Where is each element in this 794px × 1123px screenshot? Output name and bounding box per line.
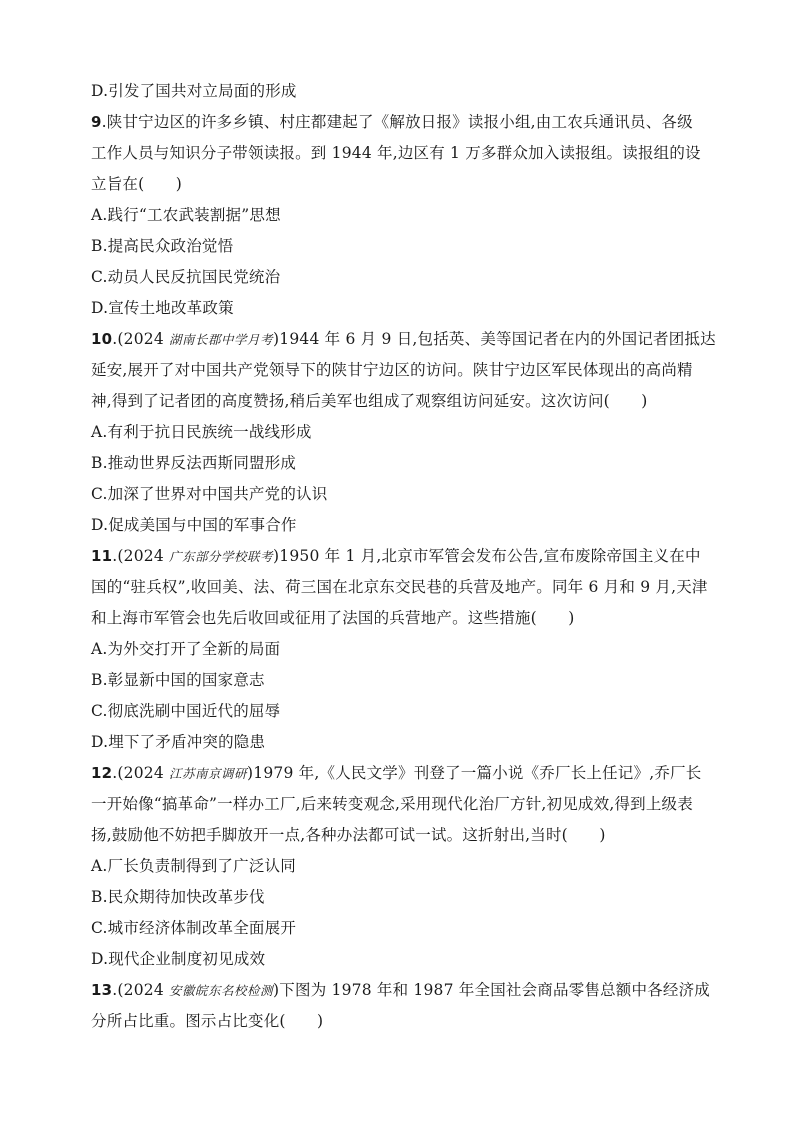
question-number: 10 [91, 330, 113, 348]
q12-option-b: B.民众期待加快改革步伐 [91, 888, 265, 906]
q10-option-c: C.加深了世界对中国共产党的认识 [91, 485, 328, 503]
q11-option-a: A.为外交打开了全新的局面 [91, 640, 281, 658]
q9-stem-line-3: 立旨在( ) [91, 175, 182, 193]
q12-stem-line-1: 12.(2024 江苏南京调研)1979 年,《人民文学》刊登了一篇小说《乔厂长上任记》,乔厂长 [91, 764, 702, 782]
question-number: 12 [91, 764, 113, 782]
q10-stem-line-3: 神,得到了记者团的高度赞扬,稍后美军也组成了观察组访问延安。这次访问( ) [91, 392, 648, 410]
q12-option-c: C.城市经济体制改革全面展开 [91, 919, 297, 937]
q13-stem-line-2: 分所占比重。图示占比变化( ) [91, 1012, 324, 1030]
q11-stem-line-3: 和上海市军管会也先后收回或征用了法国的兵营地产。这些措施( ) [91, 609, 575, 627]
q12-stem-line-3: 扬,鼓励他不妨把手脚放开一点,各种办法都可试一试。这折射出,当时( ) [91, 826, 606, 844]
question-number: 9 [91, 113, 102, 131]
q10-option-a: A.有利于抗日民族统一战线形成 [91, 423, 312, 441]
q11-option-b: B.彰显新中国的国家意志 [91, 671, 265, 689]
q11-option-c: C.彻底洗刷中国近代的屈辱 [91, 702, 281, 720]
q9-option-a: A.践行“工农武装割据”思想 [91, 206, 281, 224]
q10-option-d: D.促成美国与中国的军事合作 [91, 516, 297, 534]
q9-option-d: D.宣传土地改革政策 [91, 299, 234, 317]
question-source: 广东部分学校联考 [169, 549, 274, 564]
q9-stem-line-2: 工作人员与知识分子带领读报。到 1944 年,边区有 1 万多群众加入读报组。读报组的设 [91, 144, 701, 162]
q10-option-b: B.推动世界反法西斯同盟形成 [91, 454, 297, 472]
q11-option-d: D.埋下了矛盾冲突的隐患 [91, 733, 266, 751]
q11-stem-line-2: 国的“驻兵权”,收回美、法、荷三国在北京东交民巷的兵营及地产。同年 6 月和 9 月,天津 [91, 578, 708, 596]
q10-stem-line-1: 10.(2024 湖南长郡中学月考)1944 年 6 月 9 日,包括英、美等国记者在内的外国记者团抵达 [91, 330, 716, 348]
question-source: 安徽皖东名校检测 [169, 983, 274, 998]
q12-stem-line-2: 一开始像“搞革命”一样办工厂,后来转变观念,采用现代化治厂方针,初见成效,得到上级表 [91, 795, 693, 813]
question-source: 江苏南京调研 [169, 766, 248, 781]
q13-stem-line-1: 13.(2024 安徽皖东名校检测)下图为 1978 年和 1987 年全国社会商品零售总额中各经济成 [91, 981, 710, 999]
q9-option-c: C.动员人民反抗国民党统治 [91, 268, 281, 286]
question-number: 13 [91, 981, 113, 999]
question-number: 11 [91, 547, 113, 565]
q12-option-d: D.现代企业制度初见成效 [91, 950, 266, 968]
q12-option-a: A.厂长负责制得到了广泛认同 [91, 857, 296, 875]
q9-option-b: B.提高民众政治觉悟 [91, 237, 234, 255]
q8-option-d: D.引发了国共对立局面的形成 [91, 82, 297, 100]
question-source: 湖南长郡中学月考 [169, 332, 274, 347]
q11-stem-line-1: 11.(2024 广东部分学校联考)1950 年 1 月,北京市军管会发布公告,宣布废除帝国主义在中 [91, 547, 701, 565]
q10-stem-line-2: 延安,展开了对中国共产党领导下的陕甘宁边区的访问。陕甘宁边区军民体现出的高尚精 [91, 361, 693, 379]
q9-stem-line-1: 9.陕甘宁边区的许多乡镇、村庄都建起了《解放日报》读报小组,由工农兵通讯员、各级 [91, 113, 693, 131]
